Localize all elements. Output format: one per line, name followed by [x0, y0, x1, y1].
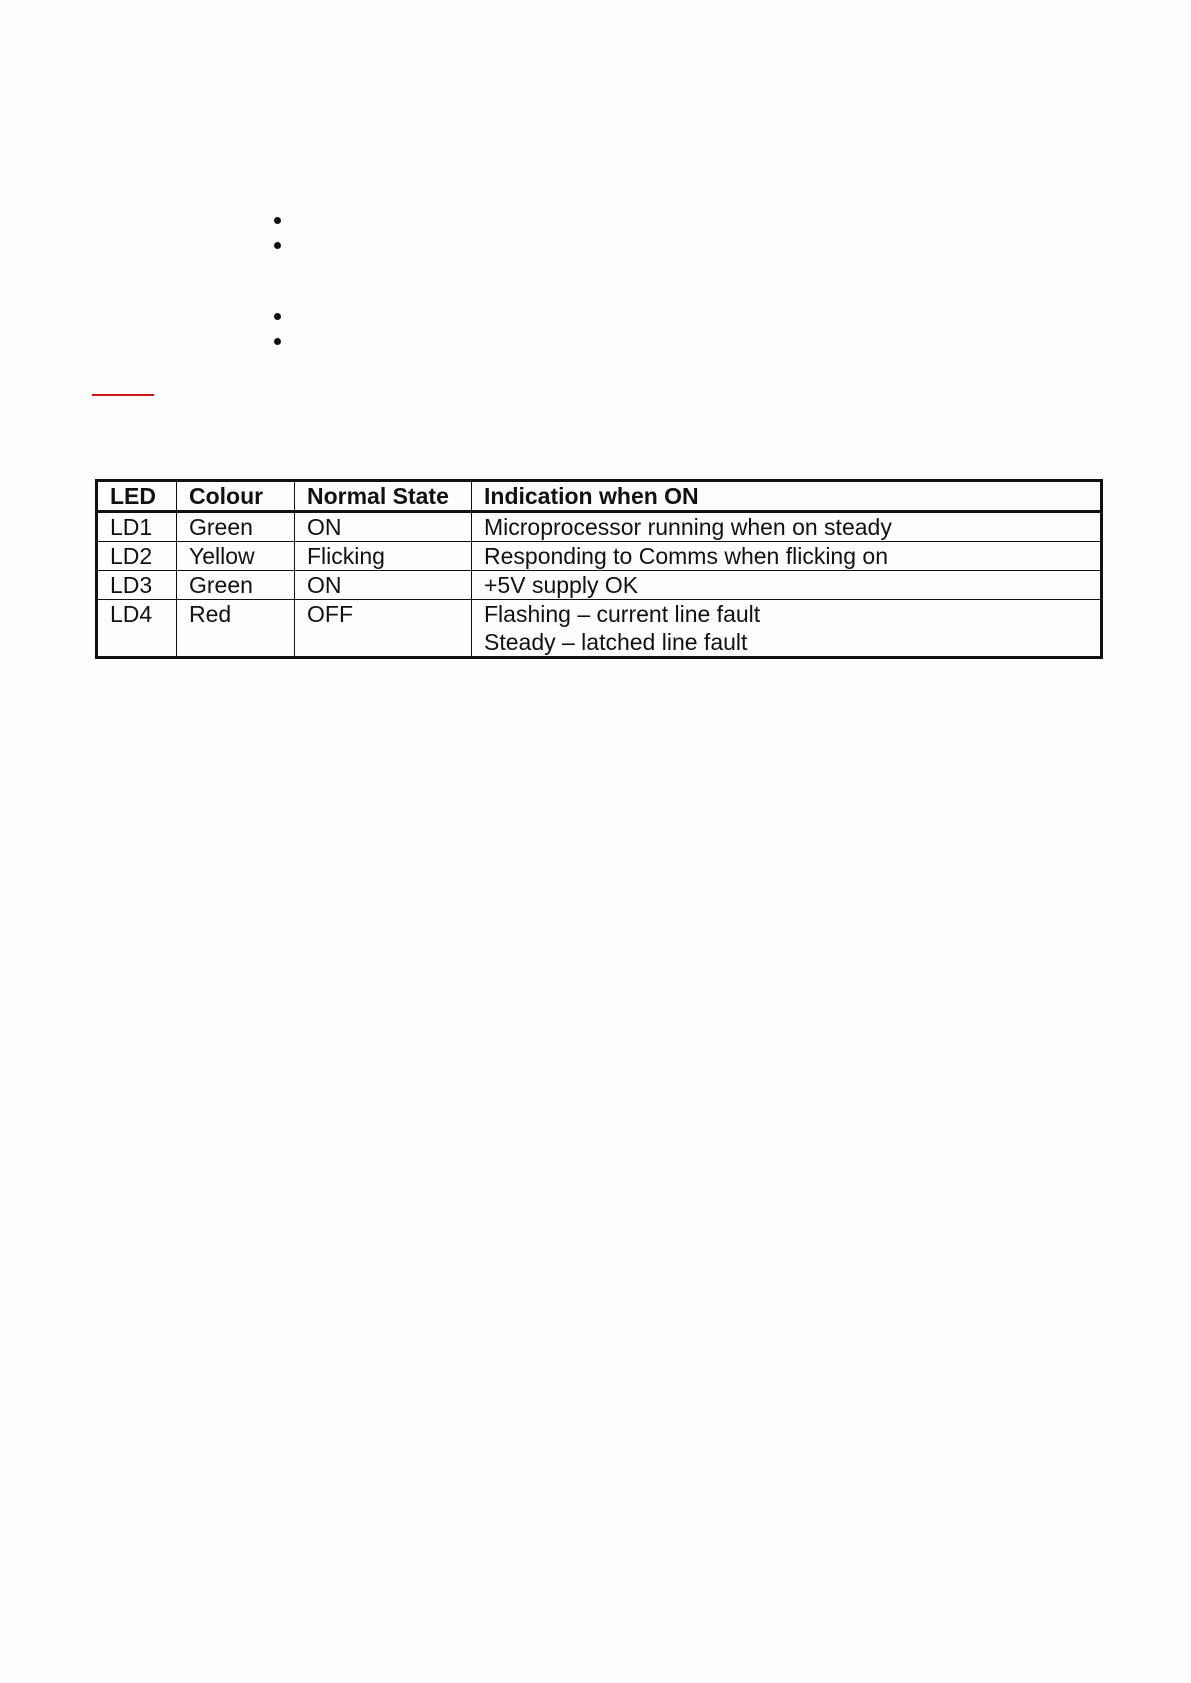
- cell-colour: Yellow: [177, 542, 295, 571]
- indication-line: Steady – latched line fault: [484, 629, 748, 655]
- cell-state: ON: [295, 512, 472, 542]
- bullet-3: [274, 313, 281, 320]
- indication-line: +5V supply OK: [484, 572, 639, 598]
- header-indication: Indication when ON: [472, 481, 1102, 512]
- bullet-4: [274, 338, 281, 345]
- cell-led: LD2: [97, 542, 177, 571]
- red-underline-rule: [92, 394, 154, 396]
- table-row: [97, 512, 1102, 542]
- cell-indication: [472, 571, 1102, 600]
- cell-colour: Green: [177, 571, 295, 600]
- header-colour: Colour: [177, 481, 295, 512]
- header-led: LED: [97, 481, 177, 512]
- indication-line: Responding to Comms when flicking on: [484, 543, 888, 569]
- cell-led: LD1: [97, 512, 177, 542]
- cell-indication: [472, 600, 1102, 658]
- led-indicator-table: [95, 479, 1103, 659]
- indication-line: Microprocessor running when on steady: [484, 514, 892, 540]
- cell-indication: [472, 542, 1102, 571]
- table-row: [97, 542, 1102, 571]
- bullet-2: [274, 242, 281, 249]
- indication-line: Flashing – current line fault: [484, 601, 761, 627]
- table-row: [97, 571, 1102, 600]
- cell-state: Flicking: [295, 542, 472, 571]
- cell-indication: [472, 512, 1102, 542]
- header-normal-state: Normal State: [295, 481, 472, 512]
- bullet-1: [274, 217, 281, 224]
- cell-colour: Red: [177, 600, 295, 658]
- cell-state: ON: [295, 571, 472, 600]
- table-row: [97, 600, 1102, 658]
- cell-led: LD3: [97, 571, 177, 600]
- cell-colour: Green: [177, 512, 295, 542]
- cell-led: LD4: [97, 600, 177, 658]
- table-header-row: [97, 481, 1102, 512]
- cell-state: OFF: [295, 600, 472, 658]
